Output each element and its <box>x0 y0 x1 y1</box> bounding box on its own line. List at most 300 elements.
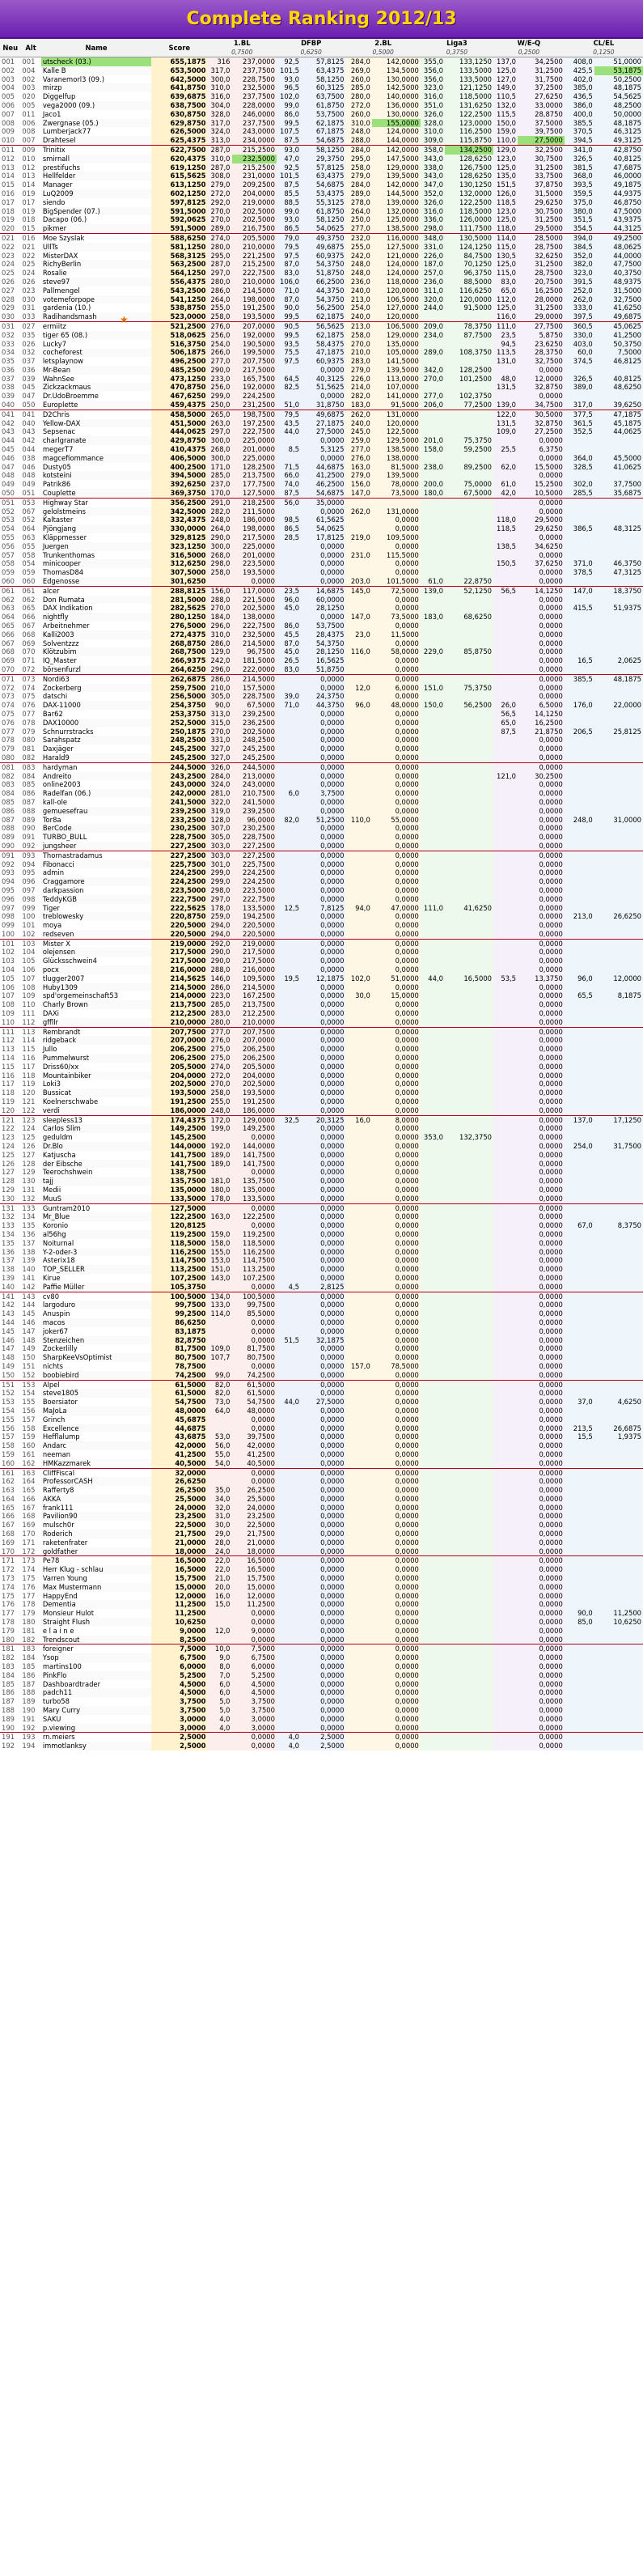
player-name[interactable]: Moe Szyslak <box>41 233 151 242</box>
player-name[interactable]: Trendscout <box>41 1636 151 1644</box>
player-name[interactable]: largoduro <box>41 1301 151 1309</box>
player-name[interactable]: Asterix18 <box>42 1256 75 1265</box>
player-name[interactable]: Couplette <box>41 489 151 498</box>
player-name[interactable]: Driss60/xx <box>42 1062 79 1071</box>
player-name[interactable]: Glücksschwein4 <box>42 957 97 965</box>
player-name[interactable]: siendo <box>42 197 66 206</box>
player-name[interactable]: Dusty05 <box>42 462 71 471</box>
player-name[interactable]: ermiitz <box>41 321 151 330</box>
rank-old: 107 <box>22 974 36 982</box>
player-name[interactable]: Loki3 <box>42 1080 61 1089</box>
player-name[interactable]: Drahtesel <box>41 136 151 145</box>
wmeq-points: 115,0 <box>493 243 518 252</box>
player-name[interactable]: AKKA <box>41 1495 151 1504</box>
player-name[interactable]: frank111 <box>42 1503 74 1512</box>
player-name[interactable]: magcefiommance <box>41 454 151 463</box>
player-name[interactable]: Dementia <box>41 1600 151 1609</box>
player-name[interactable]: Rafferty8 <box>42 1486 74 1495</box>
score: 220,8750 <box>151 912 207 921</box>
player-name[interactable]: Zockerlilly <box>42 1344 78 1353</box>
player-name[interactable]: MuuS <box>41 1195 151 1203</box>
player-name[interactable]: Zockerberg <box>41 684 151 693</box>
rank-new: 189 <box>2 1714 15 1723</box>
player-name[interactable]: Andreito <box>41 772 151 781</box>
player-name[interactable]: BigSpender (07.) <box>41 207 151 216</box>
player-name[interactable]: martins100 <box>42 1662 82 1671</box>
player-name[interactable]: kotsteini <box>41 471 151 480</box>
player-name[interactable]: Craggamore <box>41 877 151 886</box>
player-name[interactable]: D2Chris <box>41 410 151 418</box>
player-name[interactable]: Tiger <box>42 903 60 912</box>
player-name[interactable]: nightfly <box>41 613 151 622</box>
player-name[interactable]: Bussicat <box>41 1089 151 1097</box>
player-name[interactable]: Mr-Bean <box>41 366 151 375</box>
player-name[interactable]: Max Mustermann <box>41 1583 151 1592</box>
player-name[interactable]: Mr_Blue <box>41 1212 151 1221</box>
dfbp-points <box>277 1168 301 1177</box>
player-name[interactable]: Koronio <box>42 1221 69 1230</box>
col-wmeq[interactable] <box>493 39 565 57</box>
rank-new: 190 <box>2 1723 15 1732</box>
player-name[interactable]: Diggelfup <box>42 92 76 101</box>
rank-old: 085 <box>22 780 36 789</box>
player-name[interactable]: Lucky7 <box>42 339 67 348</box>
bl1-weighted: 232,5000 <box>232 83 277 92</box>
player-name[interactable]: Rembrandt <box>41 1027 151 1036</box>
player-name[interactable]: ridgeback <box>41 1036 151 1045</box>
clel-weighted <box>594 772 643 781</box>
dfbp-weighted: 0,0000 <box>301 1671 345 1680</box>
score: 61,5000 <box>151 1389 207 1398</box>
player-name[interactable]: Katjuscha <box>42 1150 76 1159</box>
bl1-points: 24,0 <box>207 1547 231 1556</box>
player-name[interactable]: kall-ole <box>42 797 68 806</box>
player-name[interactable]: Schnurrstracks <box>42 727 94 736</box>
liga3-weighted: 88,5000 <box>445 278 493 286</box>
player-name[interactable]: Pe78 <box>41 1556 151 1565</box>
player-name[interactable]: Klötzubim <box>41 647 151 656</box>
dfbp-weighted: 0,0000 <box>301 736 345 745</box>
player-name[interactable]: cocheforest <box>41 348 151 357</box>
player-name[interactable]: e l a i n e <box>42 1626 74 1635</box>
player-name[interactable]: Y-2-oder-3 <box>41 1248 151 1257</box>
player-name[interactable]: smirnall <box>41 155 151 163</box>
player-name[interactable]: Varren Young <box>42 1574 87 1583</box>
player-name[interactable]: Zickzackmaus <box>41 383 151 392</box>
clel-weighted <box>594 1538 643 1547</box>
col-neu[interactable]: Neu <box>0 39 20 57</box>
player-name[interactable]: Charly Brown <box>41 1000 151 1009</box>
dfbp-weighted: 0,0000 <box>301 1195 345 1203</box>
player-name[interactable]: SAKU <box>42 1714 61 1723</box>
player-name[interactable]: turbo58 <box>42 1697 70 1706</box>
player-name[interactable]: BerCode <box>41 824 151 833</box>
player-name[interactable]: Radelfan (06.) <box>41 789 151 798</box>
bl2-weighted: 0,0000 <box>372 1715 421 1724</box>
player-name[interactable]: goldfather <box>41 1547 151 1556</box>
player-name[interactable]: Kirue <box>42 1273 61 1282</box>
player-name[interactable]: geduldm <box>42 1133 73 1142</box>
dfbp-points <box>277 860 301 869</box>
player-name[interactable]: online2003 <box>42 780 81 789</box>
player-name[interactable]: vega2000 (09.) <box>41 101 151 110</box>
page-title: Complete Ranking 2012/13 <box>186 8 457 29</box>
dfbp-points <box>277 1521 301 1530</box>
player-name[interactable]: Tor8a <box>42 815 61 824</box>
score: 429,8750 <box>151 436 207 445</box>
table-row <box>0 1583 643 1592</box>
player-name[interactable]: Kalle B <box>41 66 151 75</box>
player-name[interactable]: DAXi <box>42 1009 59 1018</box>
player-name[interactable]: Noiturnal <box>42 1238 74 1247</box>
player-name[interactable]: Trinitix <box>41 145 151 154</box>
player-name[interactable]: Bar62 <box>42 709 63 718</box>
player-name[interactable]: TURBO_BULL <box>42 833 87 842</box>
player-name[interactable]: Guntram2010 <box>41 1203 151 1212</box>
player-name[interactable]: charlgranate <box>41 436 151 445</box>
bl2-points: 102,0 <box>345 974 371 983</box>
col-clel[interactable] <box>565 39 643 57</box>
liga3-weighted <box>445 1195 493 1203</box>
player-name[interactable]: Radihandsmash <box>41 312 151 321</box>
player-name[interactable]: HappyEnd <box>42 1591 78 1600</box>
clel-points <box>565 1054 594 1063</box>
table-row <box>0 321 643 330</box>
score: 2,5000 <box>151 1733 207 1742</box>
player-name[interactable]: Solventzzz <box>42 639 79 647</box>
player-name[interactable]: DAX10000 <box>41 719 151 728</box>
player-name[interactable]: DAX-11000 <box>41 701 151 710</box>
dfbp-points: 90,5 <box>277 321 301 330</box>
bl1-weighted: 224,2500 <box>232 877 277 886</box>
player-name[interactable]: al56hg <box>41 1230 151 1239</box>
player-name[interactable]: macos <box>41 1318 151 1327</box>
rank-old: 154 <box>22 1389 36 1398</box>
dfbp-points <box>277 1512 301 1521</box>
rank-old: 132 <box>22 1194 36 1203</box>
player-name[interactable]: darkpassion <box>42 885 84 894</box>
bl2-points <box>345 1371 371 1380</box>
col-alt[interactable]: Alt <box>20 39 40 57</box>
rank-new: 077 <box>2 727 15 736</box>
score: 239,2500 <box>151 807 207 816</box>
table-row <box>0 1468 643 1477</box>
player-name[interactable]: Anuspin <box>42 1309 70 1318</box>
player-name[interactable]: Mister X <box>41 939 151 948</box>
bl2-points: 283,0 <box>345 357 371 366</box>
player-name[interactable]: nichts <box>42 1361 64 1370</box>
player-name[interactable]: moya <box>42 921 62 930</box>
player-name[interactable]: Arbeitnehmer <box>42 622 90 630</box>
col-1bl[interactable] <box>207 39 276 57</box>
player-name[interactable]: Boersiator <box>42 1398 78 1407</box>
player-name[interactable]: Pummelwurst <box>41 1054 151 1063</box>
player-name[interactable]: p.viewing <box>41 1724 151 1733</box>
col-dfbp[interactable] <box>277 39 345 57</box>
player-name[interactable]: Highway Star <box>41 498 151 507</box>
player-name[interactable]: alcer <box>41 586 151 595</box>
player-name[interactable]: steve1805 <box>41 1389 151 1398</box>
player-name[interactable]: Grinch <box>42 1415 66 1424</box>
player-name[interactable]: mulsch0r <box>42 1521 74 1530</box>
player-name[interactable]: Kalli2003 <box>41 630 151 639</box>
wmeq-weighted: 31,2500 <box>518 260 565 269</box>
player-name[interactable]: Europlette <box>41 401 151 410</box>
player-name[interactable]: letsplaynow <box>42 357 83 366</box>
player-name[interactable]: Hellfelder <box>41 172 151 180</box>
liga3-weighted <box>445 1547 493 1556</box>
player-name[interactable]: PinkFlo <box>41 1671 151 1680</box>
wmeq-points <box>493 1212 518 1221</box>
player-name[interactable]: Harald9 <box>41 753 151 762</box>
liga3-points <box>421 1486 445 1495</box>
player-name[interactable]: neeman <box>42 1449 71 1458</box>
liga3-weighted <box>445 1380 493 1389</box>
liga3-weighted <box>445 1283 493 1292</box>
bl2-weighted: 0,0000 <box>372 1697 421 1706</box>
player-name[interactable]: megerT7 <box>42 445 74 454</box>
clel-points <box>565 789 594 798</box>
player-name[interactable]: Juergen <box>41 542 151 551</box>
player-name[interactable]: Alpel <box>41 1380 151 1389</box>
rank-old: 025 <box>22 260 36 269</box>
player-name[interactable]: UllTs <box>41 243 151 252</box>
player-name[interactable]: der Eibsche <box>41 1160 151 1169</box>
dfbp-weighted: 0,0000 <box>301 860 345 869</box>
player-name[interactable]: Paffie Müller <box>41 1283 151 1292</box>
player-name[interactable]: IQ_Master <box>42 656 77 665</box>
liga3-weighted <box>445 1353 493 1362</box>
bl2-points: 157,0 <box>345 1362 371 1371</box>
table-row <box>0 312 643 321</box>
liga3-weighted <box>445 1292 493 1301</box>
player-name[interactable]: Sarahspatz <box>41 736 151 745</box>
liga3-points <box>421 895 445 904</box>
col-name[interactable]: Name <box>41 39 151 57</box>
bl2-points <box>345 1336 371 1345</box>
player-name[interactable]: WahnSee <box>42 374 74 383</box>
table-row <box>0 1292 643 1301</box>
player-name[interactable]: Don Rumata <box>41 596 151 605</box>
col-2bl[interactable] <box>345 39 420 57</box>
col-score[interactable]: Score <box>151 39 207 57</box>
player-name[interactable]: Ysop <box>41 1653 151 1662</box>
player-name[interactable]: votemeforpope <box>41 295 151 304</box>
wmeq-points: 87,5 <box>493 728 518 736</box>
clel-points: 397,5 <box>565 312 594 321</box>
player-name[interactable]: Thornastradamus <box>41 851 151 859</box>
player-name[interactable]: spd'orgemeinschaft53 <box>42 991 119 1000</box>
player-name[interactable]: mirzp <box>41 83 151 92</box>
player-name[interactable]: Roderich <box>41 1530 151 1538</box>
player-name[interactable]: Koelnerschwabe <box>42 1097 99 1106</box>
player-name[interactable]: redseven <box>41 930 151 939</box>
player-name[interactable]: Hefflalump <box>42 1432 80 1441</box>
player-name[interactable]: prestifuchs <box>42 163 81 172</box>
player-name[interactable]: gemuesefrau <box>41 807 151 816</box>
score: 626,5000 <box>151 127 207 136</box>
player-name[interactable]: Monsieur Hulot <box>42 1609 95 1618</box>
player-name[interactable]: Huby1309 <box>41 983 151 992</box>
dfbp-points <box>277 1195 301 1203</box>
player-name[interactable]: TeddyKGB <box>41 895 151 904</box>
liga3-points <box>421 630 445 639</box>
player-name[interactable]: Kläppmesser <box>42 533 87 542</box>
player-name[interactable]: Straight Flush <box>41 1618 151 1627</box>
player-name[interactable]: Edgenosse <box>41 577 151 586</box>
player-name[interactable]: Daxjäger <box>42 745 74 753</box>
player-name[interactable]: Andarc <box>41 1441 151 1450</box>
wmeq-points <box>493 622 518 630</box>
player-name[interactable]: gardenia (10.) <box>42 303 91 312</box>
rank-old: 089 <box>22 815 36 824</box>
player-name[interactable]: Zwergnase (05.) <box>41 119 151 128</box>
bl2-weighted: 144,5000 <box>372 189 421 198</box>
player-name[interactable]: Lumberjack77 <box>42 127 91 136</box>
dfbp-weighted: 0,0000 <box>301 613 345 622</box>
dfbp-points <box>277 1142 301 1151</box>
player-name[interactable]: gelolstmeins <box>41 507 151 516</box>
player-name[interactable]: MisterDAX <box>42 251 78 260</box>
player-name[interactable]: Medii <box>42 1186 61 1194</box>
player-name[interactable]: minicooper <box>41 559 151 568</box>
player-name[interactable]: treblowesky <box>41 912 151 921</box>
player-name[interactable]: MaJoLa <box>41 1407 151 1415</box>
player-name[interactable]: utscheck (03.) <box>41 57 151 66</box>
player-name[interactable]: jungsheer <box>41 842 151 851</box>
player-name[interactable]: Dr.Blo <box>41 1142 151 1151</box>
player-name[interactable]: rn.meiers <box>41 1733 151 1742</box>
bl1-weighted: 241,5000 <box>232 798 277 807</box>
bl1-weighted: 207,0000 <box>232 1036 277 1045</box>
bl2-points <box>345 1080 371 1089</box>
dfbp-points <box>277 1309 301 1318</box>
liga3-weighted <box>445 912 493 921</box>
wmeq-points: 56,5 <box>493 710 518 719</box>
clel-weighted: 26,6875 <box>594 1424 643 1433</box>
player-name[interactable]: Mary Curry <box>41 1706 151 1715</box>
liga3-points <box>421 1256 445 1265</box>
player-name[interactable]: joker67 <box>42 1326 69 1335</box>
player-name[interactable]: DAX Indikation <box>42 604 93 613</box>
player-name[interactable]: Dacapo (06.) <box>42 215 87 224</box>
player-name[interactable]: foreigner <box>41 1644 151 1653</box>
player-name[interactable]: tajj <box>41 1177 151 1186</box>
player-name[interactable]: hardyman <box>41 762 151 771</box>
clel-points <box>565 772 594 781</box>
dfbp-points <box>277 1151 301 1160</box>
player-name[interactable]: Patrik86 <box>42 480 71 489</box>
player-name[interactable]: tiger 65 (08.) <box>41 331 151 340</box>
rank-new: 165 <box>2 1503 15 1512</box>
player-name[interactable]: Excellence <box>41 1424 151 1433</box>
player-name[interactable]: padch11 <box>41 1688 151 1697</box>
player-name[interactable]: datschi <box>42 692 68 701</box>
player-name[interactable]: Dashboardtrader <box>42 1679 101 1688</box>
player-name[interactable]: pikmer <box>41 224 151 233</box>
player-name[interactable]: Dr.UdoBroemme <box>42 392 99 401</box>
player-name[interactable]: Mountainbiker <box>41 1072 151 1080</box>
clel-points <box>565 868 594 877</box>
player-name[interactable]: Rosalie <box>42 269 67 278</box>
player-name[interactable]: cv80 <box>41 1292 151 1301</box>
player-name[interactable]: tlugger2007 <box>42 974 85 982</box>
player-name[interactable]: ProfessorCASH <box>41 1477 151 1486</box>
rank-old: 037 <box>22 357 36 366</box>
clel-weighted <box>594 1468 643 1477</box>
player-name[interactable]: Jaco1 <box>42 109 61 118</box>
player-name[interactable]: RichyBerlin <box>41 260 151 269</box>
player-name[interactable]: Sepsenac <box>42 427 76 436</box>
player-name[interactable]: immotlanksy <box>41 1742 151 1751</box>
player-name[interactable]: Varanemorl3 (09.) <box>42 74 104 83</box>
player-name[interactable]: TOP_SELLER <box>41 1265 151 1274</box>
player-name[interactable]: sleepless13 <box>41 1115 151 1124</box>
bl1-weighted: 194,2500 <box>232 912 277 921</box>
player-name[interactable]: olejensen <box>41 948 151 957</box>
player-name[interactable]: Fibonacci <box>41 860 151 869</box>
bl1-points: 292,0 <box>207 198 231 207</box>
player-name[interactable]: verdi <box>41 1106 151 1115</box>
player-name[interactable]: Trunkenthomas <box>42 550 95 559</box>
player-name[interactable]: Carlos Slim <box>41 1124 151 1133</box>
player-name[interactable]: steve97 <box>41 278 151 286</box>
rank-new: 147 <box>2 1344 15 1353</box>
rank-new: 174 <box>2 1582 15 1591</box>
bl1-points: 277,0 <box>207 1027 231 1036</box>
col-liga3[interactable] <box>421 39 493 57</box>
player-name[interactable]: Yellow-DAX <box>41 419 151 428</box>
clel-points <box>565 1327 594 1336</box>
player-name[interactable]: Nordi63 <box>41 674 151 683</box>
player-name[interactable]: Teerochshwein <box>42 1168 93 1177</box>
bl1-weighted: 96,0000 <box>232 816 277 825</box>
player-name[interactable]: admin <box>42 868 65 877</box>
clel-weighted <box>594 1706 643 1715</box>
player-name[interactable]: ThomasD84 <box>42 568 84 577</box>
player-name[interactable]: HMKazzmarek <box>41 1459 151 1468</box>
bl1-points: 300,0 <box>207 436 231 445</box>
bl2-points <box>345 1742 371 1751</box>
wmeq-weighted: 0,0000 <box>518 1301 565 1309</box>
player-name[interactable]: pocx <box>41 965 151 974</box>
wmeq-points <box>493 604 518 613</box>
bl1-points <box>207 1203 231 1212</box>
player-name[interactable]: Kaltaster <box>42 516 74 524</box>
player-name[interactable]: raketenfrater <box>42 1538 88 1547</box>
dfbp-points: 97,5 <box>277 357 301 366</box>
player-name[interactable]: boobiebird <box>41 1371 151 1380</box>
player-name[interactable]: Pallmengel <box>42 286 80 295</box>
dfbp-points <box>277 1468 301 1477</box>
table-row <box>0 983 643 992</box>
player-name[interactable]: Manager <box>42 180 73 189</box>
player-name[interactable]: Herr Klug - schlau <box>41 1565 151 1574</box>
player-name[interactable]: Stenzeichen <box>41 1336 151 1345</box>
rank-old: 002 <box>22 74 36 83</box>
dfbp-weighted: 2,5000 <box>301 1742 345 1751</box>
player-name[interactable]: gffllr <box>41 1018 151 1027</box>
player-name[interactable]: LuQ2009 <box>41 189 151 198</box>
player-name[interactable]: Jullo <box>42 1045 57 1054</box>
player-name[interactable]: Pjöngjang <box>41 524 151 533</box>
player-name[interactable]: SharpKeeVsOptimist <box>41 1353 151 1362</box>
player-name[interactable]: CliffFiscal <box>41 1468 151 1477</box>
bl2-weighted: 116,0000 <box>372 233 421 242</box>
player-name[interactable]: Pavilion90 <box>41 1512 151 1521</box>
score: 400,2500 <box>151 463 207 472</box>
player-name[interactable]: börsenfurzl <box>41 665 151 674</box>
